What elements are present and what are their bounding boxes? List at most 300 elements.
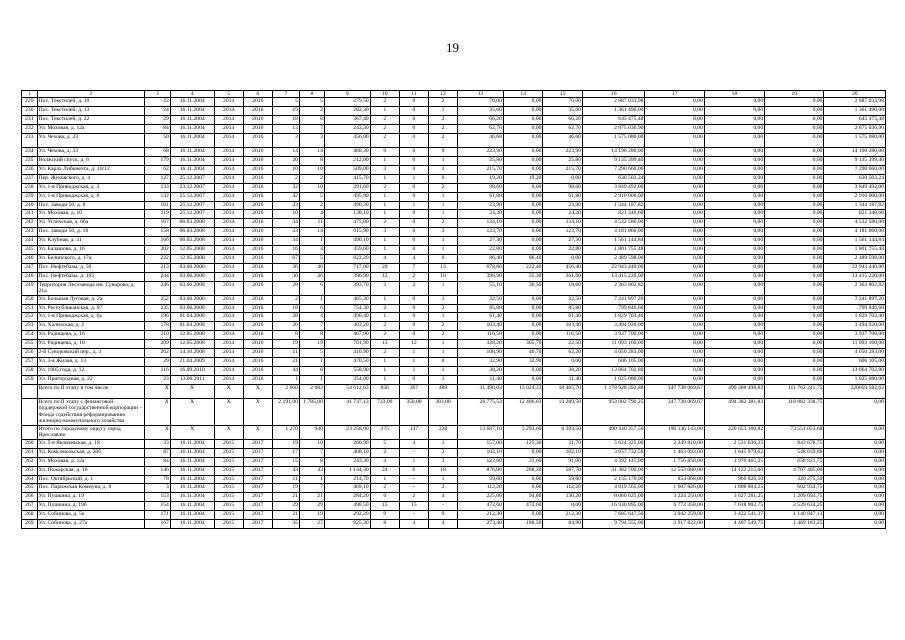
table-cell: 2014: [214, 116, 243, 125]
table-cell: 4: [399, 439, 428, 448]
table-cell: 7: [299, 448, 324, 457]
table-cell: 821 340,60: [582, 210, 644, 219]
table-cell: 754,30: [324, 304, 370, 313]
column-number: 12: [428, 91, 457, 98]
table-cell: 498,50: [324, 502, 370, 511]
table-row: [22, 295, 886, 304]
table-cell: 215,70: [458, 165, 504, 174]
table-cell: 0,00: [645, 174, 704, 183]
table-cell: 1: [370, 245, 399, 254]
table-cell: 0,00: [543, 254, 583, 263]
table-cell: 558,90: [324, 366, 370, 375]
table-cell: 16.11.2004: [170, 133, 214, 147]
table-cell: 2016: [243, 313, 272, 322]
table-cell: 645 475,48: [824, 116, 886, 125]
table-cell: 103,40: [458, 322, 504, 331]
table-cell: 2015: [214, 520, 243, 529]
table-cell: 0,00: [704, 349, 764, 358]
table-cell: X: [214, 425, 243, 439]
table-cell: 0: [399, 148, 428, 157]
table-cell: 606 105,00: [582, 357, 644, 366]
table-cell: 03.06.2008: [170, 263, 214, 272]
table-cell: 0: [399, 245, 428, 254]
table-cell: 13: [272, 125, 299, 134]
table-cell: 7: [299, 125, 324, 134]
table-cell: 0,00: [503, 448, 543, 457]
table-cell: 233: [22, 133, 38, 147]
table-cell: 2 489 598,00: [582, 254, 644, 263]
table-cell: 0,00: [503, 219, 543, 228]
table-cell: -: [428, 502, 457, 511]
table-cell: 255: [22, 340, 38, 349]
table-cell: 3 494 920,00: [582, 322, 644, 331]
table-cell: 10: [272, 210, 299, 219]
table-cell: 2016: [243, 201, 272, 210]
table-row: [22, 148, 886, 157]
table-cell: 42: [272, 192, 299, 201]
table-cell: 2 875 036,90: [582, 125, 644, 134]
table-cell: 14 196 280,00: [824, 148, 886, 157]
table-cell: 0,00: [503, 210, 543, 219]
table-cell: 2014: [214, 245, 243, 254]
table-cell: 1: [299, 295, 324, 304]
table-cell: X: [144, 384, 170, 398]
table-cell: 167: [144, 520, 170, 529]
table-cell: 0,00: [704, 357, 764, 366]
table-cell: 320 275,50: [765, 475, 824, 484]
table-cell: 2: [428, 304, 457, 313]
table-cell: 134,10: [458, 219, 504, 228]
table-cell: 284,20: [324, 493, 370, 502]
table-cell: 2014: [214, 322, 243, 331]
table-cell: 06.03.2008: [170, 237, 214, 246]
table-cell: 18: [272, 304, 299, 313]
table-cell: 5: [272, 98, 299, 107]
table-cell: 229: [22, 98, 38, 107]
table-cell: 16.11.2004: [170, 520, 214, 529]
address-cell: Территория Лесозавода им. Суворова, д. 21а: [37, 281, 144, 295]
table-cell: 2017: [243, 448, 272, 457]
table-cell: 23.12.2007: [170, 183, 214, 192]
table-cell: 0: [399, 133, 428, 147]
table-cell: 410,90: [324, 349, 370, 358]
table-cell: 259: [22, 375, 38, 384]
table-cell: 4 181 060,00: [582, 228, 644, 237]
table-cell: 953 002 790,25: [582, 398, 644, 425]
table-cell: 0,00: [704, 165, 764, 174]
table-cell: 22,50: [543, 340, 583, 349]
table-cell: 210: [144, 331, 170, 340]
table-cell: X: [243, 398, 272, 425]
table-cell: 252: [22, 313, 38, 322]
table-cell: 9: [370, 148, 399, 157]
table-row: [22, 272, 886, 281]
table-cell: 86,40: [458, 254, 504, 263]
table-cell: 8: [299, 116, 324, 125]
table-cell: 2 875 036,90: [824, 125, 886, 134]
table-cell: 0,00: [704, 228, 764, 237]
table-cell: 235: [144, 304, 170, 313]
table-cell: 0,00: [503, 245, 543, 254]
table-cell: 8 393,50: [543, 425, 583, 439]
table-cell: 0,00: [704, 210, 764, 219]
table-row: [22, 425, 886, 439]
table-cell: 70,00: [458, 98, 504, 107]
table-cell: 0,00: [824, 425, 886, 439]
column-number: 15: [543, 91, 583, 98]
table-row: [22, 475, 886, 484]
table-cell: 147: [399, 425, 428, 439]
table-cell: 2: [370, 331, 399, 340]
column-number: 17: [645, 91, 704, 98]
table-cell: 0,00: [824, 511, 886, 520]
table-cell: 0,00: [704, 375, 764, 384]
table-cell: 3: [370, 228, 399, 237]
table-cell: 2016: [243, 281, 272, 295]
address-cell: Пос. Октябрьский, д. 1: [37, 475, 144, 484]
table-cell: 6: [399, 466, 428, 475]
table-cell: 0,00: [645, 322, 704, 331]
table-cell: 262: [22, 457, 38, 466]
table-cell: 4 707 405,00: [765, 466, 824, 475]
table-cell: 12: [399, 340, 428, 349]
table-cell: 2: [272, 174, 299, 183]
table-cell: 4: [299, 313, 324, 322]
table-cell: 13 687,10: [458, 425, 504, 439]
address-cell: Ул. 1905 года, д. 12: [37, 366, 144, 375]
table-cell: 0,00: [765, 219, 824, 228]
column-number: 9: [324, 91, 370, 98]
table-cell: 0,00: [503, 98, 543, 107]
table-cell: 0: [399, 322, 428, 331]
address-cell: Ул. Карла Либкнехта, д. 10/12: [37, 165, 144, 174]
table-cell: 960 826,50: [704, 475, 764, 484]
table-cell: 495,90: [324, 192, 370, 201]
table-cell: 213: [144, 263, 170, 272]
table-cell: 0,00: [765, 165, 824, 174]
table-cell: 2 363 802,82: [824, 281, 886, 295]
table-cell: 16.11.2004: [170, 475, 214, 484]
table-cell: 21: [299, 493, 324, 502]
table-cell: 253: [22, 322, 38, 331]
table-cell: 645 475,48: [582, 116, 644, 125]
table-cell: 2016: [243, 272, 272, 281]
table-cell: 212,30: [458, 511, 504, 520]
table-cell: 1 607 826,00: [645, 484, 704, 493]
table-cell: 0,00: [824, 439, 886, 448]
table-cell: 4 019 565,00: [582, 484, 644, 493]
table-cell: 15: [399, 502, 428, 511]
table-cell: 2016: [243, 192, 272, 201]
table-cell: 1: [428, 107, 457, 116]
table-cell: 1: [299, 357, 324, 366]
table-cell: 1 463 093,00: [645, 448, 704, 457]
column-number: 11: [399, 91, 428, 98]
table-cell: 396,90: [458, 272, 504, 281]
table-cell: 9 794 555,00: [582, 520, 644, 529]
table-cell: 43: [272, 466, 299, 475]
address-cell: Ул. 1-я Приводжская, д. 3: [37, 183, 144, 192]
table-cell: 1: [428, 281, 457, 295]
table-cell: 12 553 080,00: [645, 466, 704, 475]
table-cell: 7 290 660,00: [582, 165, 644, 174]
table-cell: 0,00: [704, 281, 764, 295]
table-row: [22, 192, 886, 201]
table-row: [22, 511, 886, 520]
table-cell: 2016: [243, 331, 272, 340]
table-cell: X: [170, 398, 214, 425]
table-cell: 0,00: [645, 272, 704, 281]
table-cell: 28: [272, 281, 299, 295]
table-cell: 246: [22, 254, 38, 263]
table-cell: 13 024,33: [503, 384, 543, 398]
table-cell: 243: [22, 228, 38, 237]
table-cell: 2014: [214, 304, 243, 313]
table-cell: 38,20: [458, 366, 504, 375]
table-cell: 305,70: [503, 340, 543, 349]
table-cell: 876,00: [458, 466, 504, 475]
table-cell: 266: [22, 493, 38, 502]
table-cell: 98,60: [543, 183, 583, 192]
table-cell: 61,40: [458, 313, 504, 322]
table-cell: 2014: [214, 313, 243, 322]
table-cell: 1: [370, 375, 399, 384]
table-cell: 2 887 033,98: [824, 98, 886, 107]
table-cell: 15: [370, 502, 399, 511]
table-cell: 8: [272, 331, 299, 340]
table-cell: 0,00: [765, 237, 824, 246]
table-cell: 5: [299, 192, 324, 201]
table-cell: 1: [428, 366, 457, 375]
table-cell: 248: [22, 272, 38, 281]
table-cell: 55,10: [458, 281, 504, 295]
table-cell: 2017: [243, 466, 272, 475]
table-row: [22, 448, 886, 457]
table-cell: X: [144, 425, 170, 439]
table-cell: 2014: [214, 281, 243, 295]
table-cell: 19: [272, 340, 299, 349]
table-cell: 1 344 187,82: [582, 201, 644, 210]
table-cell: 273,40: [458, 520, 504, 529]
table-cell: 16.11.2004: [170, 157, 214, 166]
table-cell: 03.06.2008: [170, 304, 214, 313]
address-cell: Итого по городскому округу город Ярославлю: [37, 425, 144, 439]
table-cell: 0,00: [503, 183, 543, 192]
table-cell: 2015: [214, 511, 243, 520]
table-cell: 16.11.2004: [170, 165, 214, 174]
table-cell: 12.05.2008: [170, 331, 214, 340]
table-cell: 0,00: [704, 366, 764, 375]
address-cell: Всего по II этапу в том числе:: [37, 384, 144, 398]
address-cell: Пос. Заводи 50, д. 8: [37, 201, 144, 210]
table-cell: 8: [299, 457, 324, 466]
table-cell: 178: [144, 322, 170, 331]
table-cell: 84: [144, 457, 170, 466]
table-cell: 33: [144, 439, 170, 448]
table-cell: 2014: [214, 254, 243, 263]
table-cell: 13 664 702,80: [582, 366, 644, 375]
table-cell: 2: [428, 133, 457, 147]
table-cell: 9: [370, 511, 399, 520]
address-cell: Ул. Моховая, д. 12а: [37, 125, 144, 134]
table-cell: 490,10: [324, 237, 370, 246]
table-cell: 2: [370, 304, 399, 313]
table-cell: 408,10: [324, 448, 370, 457]
table-cell: 0,00: [503, 375, 543, 384]
table-cell: 29: [144, 116, 170, 125]
table-cell: 1: [428, 349, 457, 358]
table-cell: 9: [428, 148, 457, 157]
table-cell: 0,00: [765, 331, 824, 340]
table-cell: 0,00: [503, 475, 543, 484]
column-number: 7: [272, 91, 299, 98]
table-cell: 4 392 145,00: [582, 457, 644, 466]
table-cell: 179: [144, 157, 170, 166]
address-cell: Ул. Пушкина, д. 19: [37, 493, 144, 502]
table-cell: 171: [144, 511, 170, 520]
table-cell: 22: [144, 98, 170, 107]
table-cell: 0,00: [765, 254, 824, 263]
address-cell: Ул. Пожарская, д. 16: [37, 466, 144, 475]
table-cell: 236: [22, 165, 38, 174]
table-cell: 1 025 080,00: [582, 375, 644, 384]
column-number: 3: [144, 91, 170, 98]
table-cell: 61,40: [543, 313, 583, 322]
address-cell: Ул. Чехова, д. 33: [37, 148, 144, 157]
table-cell: 0,00: [645, 157, 704, 166]
table-cell: 0,00: [645, 331, 704, 340]
table-cell: 43: [299, 466, 324, 475]
table-cell: 22 943 440,00: [824, 263, 886, 272]
table-cell: 0,00: [645, 263, 704, 272]
table-cell: 0,00: [503, 511, 543, 520]
table-cell: 1 178 928 392,88: [582, 384, 644, 398]
table-cell: 2017: [243, 493, 272, 502]
table-cell: 14 289,50: [543, 398, 583, 425]
table-cell: 2014: [214, 183, 243, 192]
table-cell: 247: [22, 263, 38, 272]
table-cell: 18,60: [543, 281, 583, 295]
table-cell: 3 937 700,00: [582, 331, 644, 340]
table-cell: 215,70: [543, 165, 583, 174]
table-cell: 0: [399, 295, 428, 304]
register-table: [21, 90, 886, 529]
table-cell: X: [144, 398, 170, 425]
table-cell: 821 340,60: [824, 210, 886, 219]
table-cell: 499 368 498,83: [704, 384, 764, 398]
table-cell: 24,30: [543, 210, 583, 219]
table-cell: 24: [144, 107, 170, 116]
table-cell: 16.11.2004: [170, 466, 214, 475]
address-cell: Волжский спуск, д. 6: [37, 157, 144, 166]
table-cell: 0: [399, 157, 428, 166]
table-cell: 16.11.2004: [170, 511, 214, 520]
table-cell: [22, 398, 38, 425]
table-cell: 2014: [214, 272, 243, 281]
table-cell: 2016: [243, 245, 272, 254]
table-cell: 03.06.2008: [170, 295, 214, 304]
table-cell: 1: [370, 192, 399, 201]
table-cell: 62,20: [543, 349, 583, 358]
table-cell: 7 618 902,75: [704, 502, 764, 511]
table-cell: 0,00: [645, 133, 704, 147]
table-cell: 12 486,03: [503, 398, 543, 425]
table-cell: 22 943 440,00: [582, 263, 644, 272]
table-cell: 2016: [243, 219, 272, 228]
table-cell: 1: [370, 295, 399, 304]
table-cell: 2016: [243, 228, 272, 237]
table-cell: 5: [299, 98, 324, 107]
table-cell: 11: [272, 475, 299, 484]
table-cell: 32,50: [543, 295, 583, 304]
table-cell: 0,00: [765, 210, 824, 219]
table-cell: 5: [299, 254, 324, 263]
table-cell: 127: [144, 174, 170, 183]
table-cell: 7 290 660,00: [824, 165, 886, 174]
address-cell: Ул. 1-я Приводжская, д. 8: [37, 192, 144, 201]
table-cell: 2: [428, 219, 457, 228]
table-row: [22, 457, 886, 466]
table-cell: 733,00: [370, 398, 399, 425]
table-row: [22, 331, 886, 340]
table-cell: 146: [144, 466, 170, 475]
table-cell: 0,00: [645, 192, 704, 201]
table-row: [22, 349, 886, 358]
table-cell: 256: [22, 349, 38, 358]
table-cell: 2016: [243, 254, 272, 263]
table-cell: 0,00: [543, 357, 583, 366]
table-cell: 21: [272, 357, 299, 366]
table-cell: 0,00: [503, 201, 543, 210]
table-cell: 260,90: [324, 439, 370, 448]
table-cell: 123,70: [458, 228, 504, 237]
table-cell: 4: [370, 457, 399, 466]
table-cell: 0,00: [704, 331, 764, 340]
table-cell: 0,00: [645, 210, 704, 219]
table-cell: 46,60: [543, 133, 583, 147]
table-cell: 1: [428, 192, 457, 201]
table-cell: 1 976 465,25: [704, 457, 764, 466]
table-cell: 9 135 399,40: [824, 157, 886, 166]
table-row: [22, 201, 886, 210]
table-cell: 4: [299, 245, 324, 254]
table-cell: 24,30: [458, 210, 504, 219]
table-cell: 8: [370, 520, 399, 529]
address-cell: Пос. Парижская Коммуна, д. 8: [37, 484, 144, 493]
table-cell: 3: [370, 281, 399, 295]
table-cell: 119: [144, 210, 170, 219]
table-cell: 25,80: [543, 157, 583, 166]
table-cell: 6: [299, 304, 324, 313]
table-cell: 251: [22, 304, 38, 313]
table-cell: 2 191,00: [272, 398, 299, 425]
table-cell: 0,00: [765, 263, 824, 272]
table-cell: 26: [272, 322, 299, 331]
table-cell: 01.04.2008: [170, 322, 214, 331]
table-cell: 0,00: [824, 398, 886, 425]
table-cell: 0,00: [824, 493, 886, 502]
table-cell: 0,00: [645, 98, 704, 107]
table-cell: 0,00: [765, 304, 824, 313]
table-cell: 4: [299, 210, 324, 219]
table-cell: 825,30: [324, 520, 370, 529]
table-cell: 3: [370, 165, 399, 174]
table-cell: 102,10: [458, 448, 504, 457]
table-row: [22, 174, 886, 183]
table-cell: 16.11.2004: [170, 448, 214, 457]
table-cell: 2 660: [272, 384, 299, 398]
table-cell: 4 181 060,00: [824, 228, 886, 237]
